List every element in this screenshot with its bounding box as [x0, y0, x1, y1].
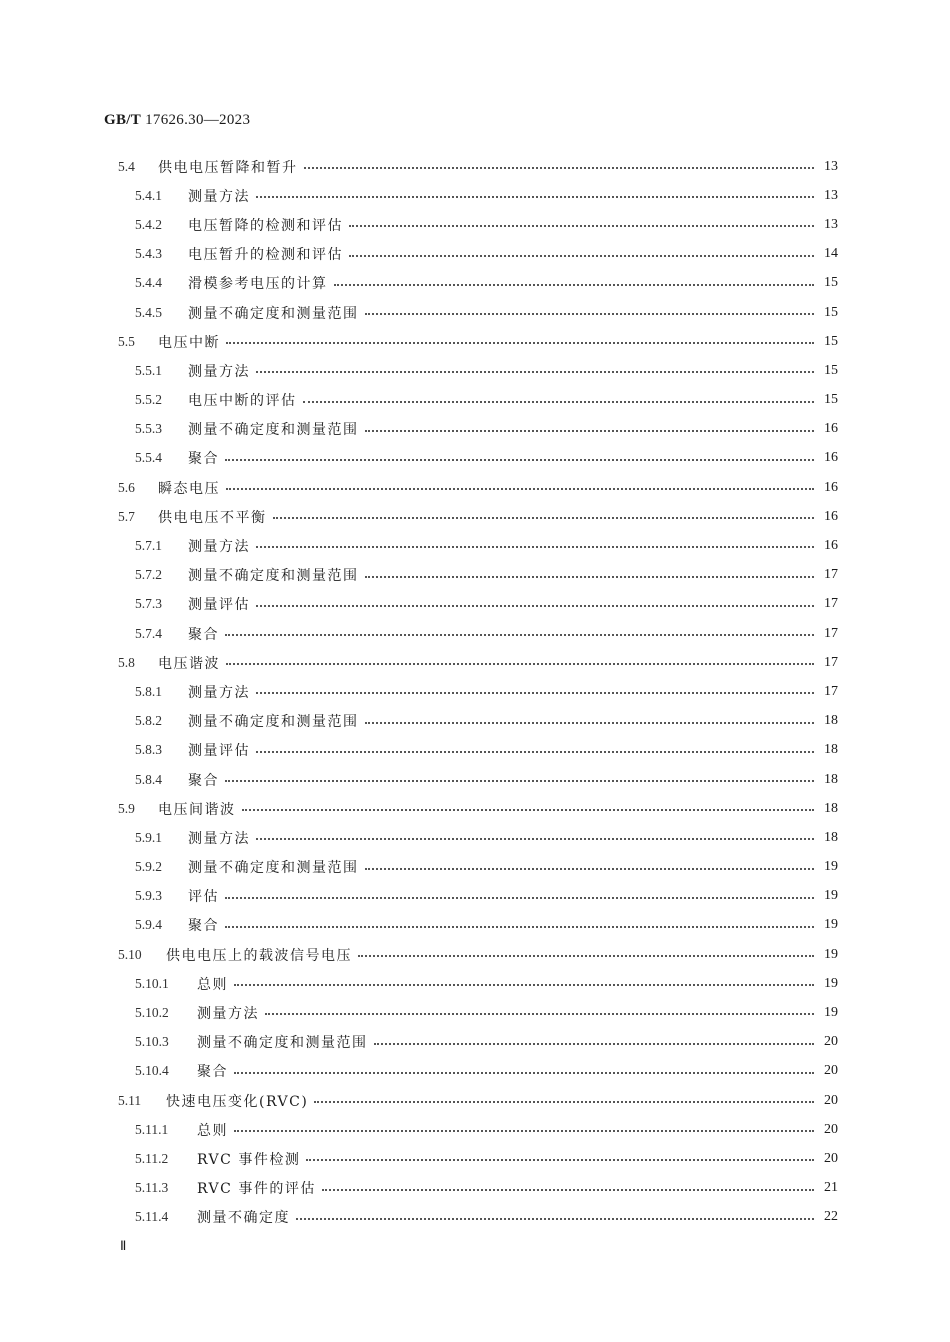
toc-entry-number: 5.7 — [118, 508, 135, 524]
toc-dot-leader — [256, 751, 814, 753]
toc-entry-title: 测量不确定度 — [197, 1210, 290, 1227]
toc-entry-page: 19 — [824, 917, 838, 933]
toc-entry-number: 5.8.2 — [135, 713, 162, 729]
toc-entry-title: 测量不确定度和测量范围 — [188, 422, 359, 439]
toc-entry-page: 13 — [824, 158, 838, 174]
toc-entry[interactable] — [0, 531, 950, 560]
toc-entry-number: 5.11.4 — [135, 1209, 169, 1225]
toc-entry-title: 测量方法 — [188, 363, 250, 380]
toc-entry[interactable] — [0, 473, 950, 502]
toc-entry[interactable] — [0, 736, 950, 765]
toc-entry-page: 15 — [824, 362, 838, 378]
toc-entry-page: 17 — [824, 625, 838, 641]
toc-entry-page: 18 — [824, 713, 838, 729]
toc-entry[interactable] — [0, 444, 950, 473]
toc-dot-leader — [226, 342, 814, 344]
toc-entry[interactable] — [0, 298, 950, 327]
toc-dot-leader — [256, 692, 814, 694]
toc-entry-title: 测量方法 — [197, 1006, 259, 1023]
toc-entry[interactable] — [0, 794, 950, 823]
toc-dot-leader — [226, 663, 814, 665]
toc-entry[interactable] — [0, 356, 950, 385]
toc-entry-title: RVC 事件检测 — [197, 1151, 301, 1168]
toc-entry-title: 测量方法 — [188, 539, 250, 556]
toc-entry-page: 18 — [824, 829, 838, 845]
toc-dot-leader — [225, 897, 814, 899]
toc-entry[interactable] — [0, 1144, 950, 1173]
toc-entry-number: 5.9.2 — [135, 859, 162, 875]
toc-entry-number: 5.4.4 — [135, 275, 162, 291]
toc-dot-leader — [334, 284, 814, 286]
toc-entry[interactable] — [0, 210, 950, 239]
toc-entry-title: 滑模参考电压的计算 — [188, 276, 328, 293]
toc-entry-number: 5.9.4 — [135, 917, 162, 933]
toc-entry[interactable] — [0, 707, 950, 736]
toc-dot-leader — [349, 225, 814, 227]
toc-entry-title: 总则 — [197, 1122, 228, 1139]
toc-entry-number: 5.7.2 — [135, 567, 162, 583]
toc-entry[interactable] — [0, 998, 950, 1027]
toc-entry-number: 5.10.1 — [135, 975, 169, 991]
toc-entry[interactable] — [0, 823, 950, 852]
toc-entry-page: 17 — [824, 683, 838, 699]
toc-entry-title: 测量评估 — [188, 743, 250, 760]
toc-entry-number: 5.8.3 — [135, 742, 162, 758]
toc-entry-page: 22 — [824, 1209, 838, 1225]
toc-entry[interactable] — [0, 590, 950, 619]
toc-entry-number: 5.4.3 — [135, 246, 162, 262]
toc-entry[interactable] — [0, 969, 950, 998]
toc-entry-page: 17 — [824, 654, 838, 670]
toc-dot-leader — [273, 517, 814, 519]
toc-entry-title: 测量方法 — [188, 830, 250, 847]
toc-entry-page: 16 — [824, 479, 838, 495]
toc-dot-leader — [374, 1043, 814, 1045]
toc-entry[interactable] — [0, 502, 950, 531]
toc-entry[interactable] — [0, 853, 950, 882]
toc-entry-page: 18 — [824, 742, 838, 758]
toc-entry-title: 聚合 — [188, 772, 219, 789]
toc-entry-title: 供电电压暂降和暂升 — [158, 159, 298, 176]
toc-entry-title: 评估 — [188, 889, 219, 906]
toc-dot-leader — [365, 313, 814, 315]
toc-entry-page: 18 — [824, 771, 838, 787]
standard-code: GB/T — [104, 112, 142, 128]
toc-dot-leader — [234, 1130, 814, 1132]
toc-entry-page: 19 — [824, 975, 838, 991]
toc-entry-number: 5.10.4 — [135, 1063, 169, 1079]
toc-entry[interactable] — [0, 677, 950, 706]
toc-dot-leader — [256, 838, 814, 840]
toc-entry-number: 5.4.2 — [135, 216, 162, 232]
toc-entry[interactable] — [0, 911, 950, 940]
toc-entry-title: 供电电压不平衡 — [158, 509, 267, 526]
toc-entry[interactable] — [0, 940, 950, 969]
toc-entry-page: 17 — [824, 567, 838, 583]
toc-entry-title: 电压暂降的检测和评估 — [188, 217, 343, 234]
toc-entry[interactable] — [0, 1086, 950, 1115]
toc-entry[interactable] — [0, 269, 950, 298]
toc-dot-leader — [365, 430, 814, 432]
toc-entry-number: 5.9.1 — [135, 829, 162, 845]
toc-entry-title: 电压中断 — [158, 334, 220, 351]
toc-entry-number: 5.11.3 — [135, 1180, 169, 1196]
toc-entry[interactable] — [0, 648, 950, 677]
toc-entry[interactable] — [0, 765, 950, 794]
toc-entry-page: 15 — [824, 392, 838, 408]
toc-entry-number: 5.8 — [118, 654, 135, 670]
toc-entry-title: 电压暂升的检测和评估 — [188, 247, 343, 264]
toc-entry[interactable] — [0, 1057, 950, 1086]
toc-entry-page: 21 — [824, 1180, 838, 1196]
toc-dot-leader — [365, 868, 814, 870]
toc-entry-page: 16 — [824, 538, 838, 554]
toc-dot-leader — [314, 1101, 814, 1103]
toc-entry[interactable] — [0, 386, 950, 415]
toc-entry[interactable] — [0, 1115, 950, 1144]
toc-entry-page: 19 — [824, 859, 838, 875]
toc-entry[interactable] — [0, 181, 950, 210]
toc-entry-page: 15 — [824, 333, 838, 349]
toc-entry-title: 电压谐波 — [158, 655, 220, 672]
toc-entry-title: 供电电压上的载波信号电压 — [166, 947, 352, 964]
toc-entry-number: 5.5.4 — [135, 450, 162, 466]
toc-entry-title: 电压间谐波 — [158, 801, 236, 818]
toc-entry-number: 5.8.1 — [135, 683, 162, 699]
toc-entry-page: 19 — [824, 888, 838, 904]
toc-entry-title: 测量不确定度和测量范围 — [188, 860, 359, 877]
toc-entry-page: 16 — [824, 508, 838, 524]
toc-dot-leader — [225, 459, 814, 461]
toc-dot-leader — [256, 371, 814, 373]
toc-entry-title: 测量方法 — [188, 684, 250, 701]
toc-entry-title: RVC 事件的评估 — [197, 1181, 316, 1198]
toc-dot-leader — [303, 401, 814, 403]
toc-entry-page: 19 — [824, 946, 838, 962]
toc-entry-page: 19 — [824, 1005, 838, 1021]
toc-entry-page: 16 — [824, 421, 838, 437]
toc-entry-page: 20 — [824, 1092, 838, 1108]
toc-entry-number: 5.7.1 — [135, 538, 162, 554]
toc-entry-page: 20 — [824, 1034, 838, 1050]
toc-entry-title: 总则 — [197, 976, 228, 993]
toc-entry-title: 聚合 — [197, 1064, 228, 1081]
toc-entry[interactable] — [0, 882, 950, 911]
toc-entry-number: 5.10.2 — [135, 1005, 169, 1021]
toc-entry-title: 电压中断的评估 — [188, 393, 297, 410]
toc-entry-page: 20 — [824, 1063, 838, 1079]
toc-dot-leader — [256, 196, 814, 198]
toc-entry[interactable] — [0, 619, 950, 648]
toc-dot-leader — [256, 605, 814, 607]
toc-entry-title: 测量不确定度和测量范围 — [188, 714, 359, 731]
toc-entry-page: 18 — [824, 800, 838, 816]
toc-entry-page: 17 — [824, 596, 838, 612]
toc-dot-leader — [234, 984, 814, 986]
toc-entry-number: 5.4.1 — [135, 187, 162, 203]
toc-entry-title: 测量方法 — [188, 188, 250, 205]
toc-entry-number: 5.8.4 — [135, 771, 162, 787]
page-number-footer: Ⅱ — [120, 1238, 127, 1253]
toc-entry-page: 20 — [824, 1150, 838, 1166]
toc-entry[interactable] — [0, 1203, 950, 1232]
toc-entry[interactable] — [0, 240, 950, 269]
toc-entry-title: 测量不确定度和测量范围 — [188, 568, 359, 585]
toc-entry-number: 5.5.1 — [135, 362, 162, 378]
toc-entry-number: 5.9 — [118, 800, 135, 816]
toc-entry-title: 聚合 — [188, 626, 219, 643]
table-of-contents — [0, 152, 950, 1232]
toc-dot-leader — [225, 780, 814, 782]
toc-entry-page: 16 — [824, 450, 838, 466]
toc-dot-leader — [365, 576, 814, 578]
toc-entry-page: 20 — [824, 1121, 838, 1137]
toc-entry-number: 5.10.3 — [135, 1034, 169, 1050]
toc-dot-leader — [225, 634, 814, 636]
toc-entry[interactable] — [0, 1028, 950, 1057]
toc-entry-title: 聚合 — [188, 918, 219, 935]
toc-dot-leader — [349, 255, 814, 257]
toc-entry-title: 测量不确定度和测量范围 — [188, 305, 359, 322]
toc-entry-page: 13 — [824, 187, 838, 203]
toc-dot-leader — [225, 926, 814, 928]
toc-entry[interactable] — [0, 561, 950, 590]
standard-number: 17626.30—2023 — [145, 112, 251, 128]
toc-entry[interactable] — [0, 327, 950, 356]
toc-dot-leader — [234, 1072, 814, 1074]
toc-entry-title: 测量评估 — [188, 597, 250, 614]
toc-entry-page: 15 — [824, 304, 838, 320]
toc-entry[interactable] — [0, 415, 950, 444]
toc-entry-page: 14 — [824, 246, 838, 262]
toc-dot-leader — [296, 1218, 814, 1220]
toc-entry-title: 聚合 — [188, 451, 219, 468]
toc-dot-leader — [358, 955, 814, 957]
toc-dot-leader — [226, 488, 814, 490]
toc-entry-number: 5.9.3 — [135, 888, 162, 904]
toc-entry-number: 5.11 — [118, 1092, 142, 1108]
toc-dot-leader — [322, 1189, 814, 1191]
toc-dot-leader — [265, 1013, 814, 1015]
toc-entry-number: 5.5.2 — [135, 392, 162, 408]
toc-dot-leader — [242, 809, 814, 811]
document-header — [104, 112, 250, 129]
toc-entry-number: 5.4.5 — [135, 304, 162, 320]
toc-entry[interactable] — [0, 152, 950, 181]
toc-entry-page: 13 — [824, 216, 838, 232]
toc-entry-number: 5.10 — [118, 946, 142, 962]
toc-dot-leader — [365, 722, 814, 724]
toc-entry-title: 快速电压变化(RVC) — [166, 1093, 309, 1110]
toc-entry-number: 5.11.1 — [135, 1121, 169, 1137]
toc-entry-number: 5.5 — [118, 333, 135, 349]
toc-entry-number: 5.7.3 — [135, 596, 162, 612]
toc-entry-number: 5.6 — [118, 479, 135, 495]
toc-entry-number: 5.11.2 — [135, 1150, 169, 1166]
toc-entry-number: 5.5.3 — [135, 421, 162, 437]
toc-entry[interactable] — [0, 1174, 950, 1203]
toc-dot-leader — [304, 167, 814, 169]
toc-entry-number: 5.4 — [118, 158, 135, 174]
toc-dot-leader — [306, 1159, 814, 1161]
toc-dot-leader — [256, 546, 814, 548]
toc-entry-page: 15 — [824, 275, 838, 291]
toc-entry-number: 5.7.4 — [135, 625, 162, 641]
toc-entry-title: 瞬态电压 — [158, 480, 220, 497]
toc-entry-title: 测量不确定度和测量范围 — [197, 1035, 368, 1052]
